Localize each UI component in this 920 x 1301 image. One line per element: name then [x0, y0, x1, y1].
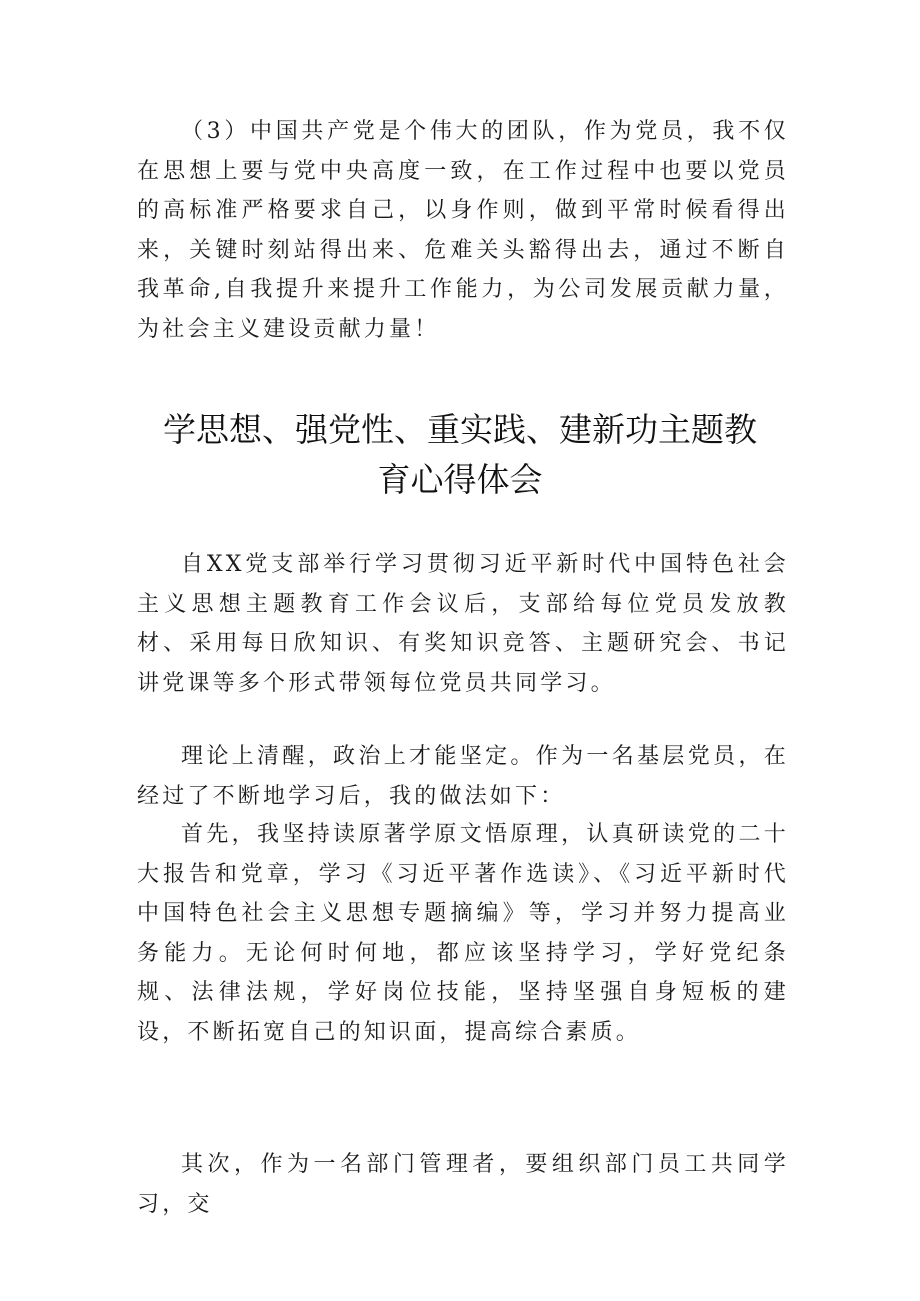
intro-paragraph-block	[137, 112, 789, 349]
body-paragraph: 自XX党支部举行学习贯彻习近平新时代中国特色社会主义思想主题教育工作会议后，支部给每位党员发放教材、采用每日欣知识、有奖知识竞答、主题研究会、书记讲党课等多个形式带领每位党员共同学习。	[137, 552, 789, 696]
title-line-2: 育心得体会	[377, 460, 543, 499]
body-paragraph-block-3	[137, 815, 789, 1052]
document-title	[140, 405, 780, 505]
intro-paragraph: （3）中国共产党是个伟大的团队，作为党员，我不仅在思想上要与党中央高度一致，在工作过程中也要以党员的高标准严格要求自己，以身作则，做到平常时候看得出来，关键时刻站得出来、危难关头豁得出去，通过不断自我革命,自我提升来提升工作能力，为公司发展贡献力量，为社会主义建设贡献力量！	[137, 119, 789, 342]
body-paragraph-block-1	[137, 545, 789, 703]
body-paragraph: 理论上清醒，政治上才能坚定。作为一名基层党员，在经过了不断地学习后，我的做法如下：	[137, 744, 789, 809]
body-paragraph-block-4	[137, 1145, 789, 1224]
title-line-1: 学思想、强党性、重实践、建新功主题教	[163, 410, 757, 449]
body-paragraph: 首先，我坚持读原著学原文悟原理，认真研读党的二十大报告和党章，学习《习近平著作选读》、《习近平新时代中国特色社会主义思想专题摘编》等，学习并努力提高业务能力。无论何时何地，都应该坚持学习，学好党纪条规、法律法规，学好岗位技能，坚持坚强自身短板的建设，不断拓宽自己的知识面，提高综合素质。	[137, 822, 789, 1045]
body-paragraph-block-2	[137, 737, 789, 816]
body-paragraph: 其次，作为一名部门管理者，要组织部门员工共同学习，交	[137, 1152, 789, 1217]
